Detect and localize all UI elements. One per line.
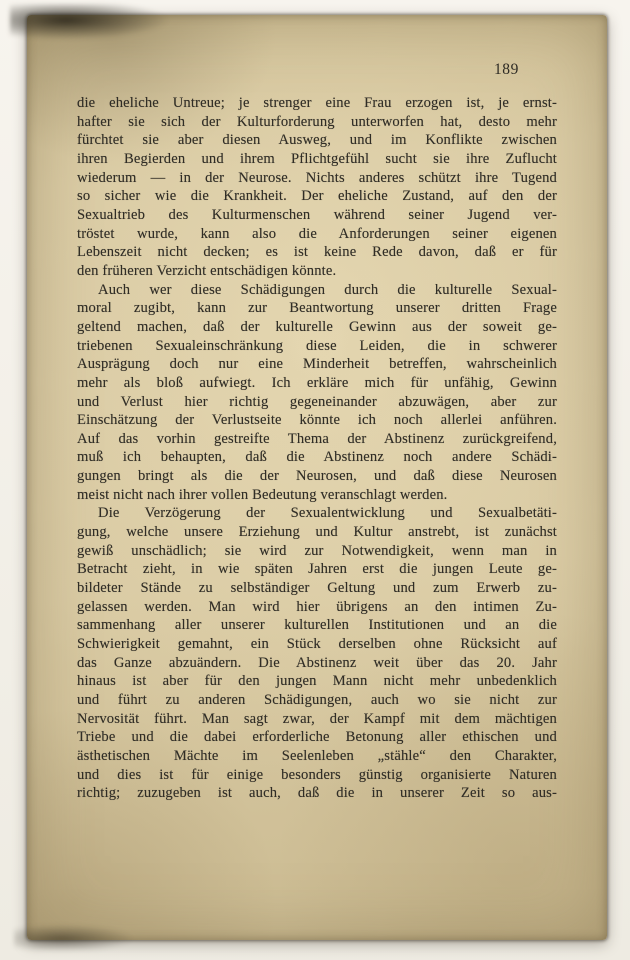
text-line: gungen bringt als die der Neurosen, und daß diese Neurosen bbox=[77, 468, 557, 485]
page-number: 189 bbox=[493, 61, 519, 78]
text-line: den früheren Verzicht entschädigen könnte. bbox=[77, 262, 337, 279]
text-line: muß ich behaupten, daß die Abstinenz noch andere Schädi- bbox=[77, 449, 557, 466]
text-line: meist nicht nach ihrer vollen Bedeutung veranschlagt werden. bbox=[77, 486, 448, 503]
text-line: wiederum — in der Neurose. Nichts anderes schützt ihre Tugend bbox=[77, 169, 557, 186]
text-line: Sexualtrieb des Kulturmenschen während seiner Jugend ver- bbox=[77, 206, 557, 223]
text-line: geltend machen, daß der kulturelle Gewinn aus der soweit ge- bbox=[77, 318, 557, 335]
text-line: mehr als bloß aufwiegt. Ich erkläre mich für unfähig, Gewinn bbox=[77, 374, 557, 391]
text-line: Einschätzung der Verlustseite könnte ich noch allerlei anführen. bbox=[77, 412, 557, 429]
text-line: gewiß unschädlich; sie wird zur Notwendigkeit, wenn man in bbox=[77, 542, 557, 559]
text-line: das Ganze abzuändern. Die Abstinenz weit über das 20. Jahr bbox=[77, 654, 557, 671]
text-line: und Verlust hier richtig gegeneinander abzuwägen, aber zur bbox=[77, 393, 557, 410]
text-line: die eheliche Untreue; je strenger eine Frau erzogen ist, je ernst- bbox=[77, 95, 557, 111]
text-line: bildeter Stände zu selbständiger Geltung und zum Erwerb zu- bbox=[77, 580, 557, 597]
text-line: Lebenszeit nicht decken; es ist keine Rede davon, daß er für bbox=[77, 244, 557, 261]
text-line: triebenen Sexualeinschränkung diese Leiden, die in schwerer bbox=[77, 337, 557, 354]
text-line: und führt zu anderen Schädigungen, auch wo sie nicht zur bbox=[77, 692, 557, 708]
text-line: richtig; zuzugeben ist auch, daß die in unserer Zeit so aus- bbox=[77, 785, 557, 802]
text-line: hinaus ist aber für den jungen Mann nicht mehr unbedenklich bbox=[77, 673, 557, 690]
text-line: Triebe und die dabei erforderliche Betonung aller ethischen und bbox=[77, 729, 557, 746]
text-line: Auf das vorhin gestreifte Thema der Abstinenz zurückgreifend, bbox=[77, 430, 557, 447]
text-line: gung, welche unsere Erziehung und Kultur anstrebt, ist zunächst bbox=[77, 524, 557, 541]
text-line: Die Verzögerung der Sexualentwicklung und Sexualbetäti- bbox=[98, 505, 557, 522]
text-line: so sicher wie die Krankheit. Der eheliche Zustand, auf den der bbox=[77, 188, 557, 205]
text-line: ästhetischen Mächte im Seelenleben „stähle“ den Charakter, bbox=[77, 747, 557, 764]
text-line: tröstet wurde, kann also die Anforderungen seiner eigenen bbox=[77, 225, 557, 242]
text-line: ihren Begierden und ihrem Pflichtgefühl sucht sie ihre Zuflucht bbox=[77, 150, 557, 167]
text-line: Nervosität führt. Man sagt zwar, der Kampf mit dem mächtigen bbox=[77, 710, 557, 727]
text-line: Betracht zieht, in wie späten Jahren erst die jungen Leute ge- bbox=[77, 561, 557, 578]
text-line: fürchtet sie aber diesen Ausweg, und im Konflikte zwischen bbox=[77, 132, 557, 149]
text-line: und dies ist für einige besonders günstig organisierte Naturen bbox=[77, 766, 557, 783]
text-line: Ausprägung doch nur eine Minderheit betreffen, wahrscheinlich bbox=[77, 356, 557, 373]
text-line: Auch wer diese Schädigungen durch die kulturelle Sexual- bbox=[98, 281, 557, 298]
text-line: hafter sie sich der Kulturforderung unterworfen hat, desto mehr bbox=[77, 113, 557, 130]
text-line: moral zugibt, kann zur Beantwortung unserer dritten Frage bbox=[77, 300, 557, 317]
text-line: sammenhang aller unserer kulturellen Institutionen und an die bbox=[77, 617, 557, 634]
text-line: gelassen werden. Man wird hier übrigens an den intimen Zu- bbox=[77, 598, 557, 615]
text-line: Schwierigkeit gemahnt, ein Stück derselben ohne Rücksicht auf bbox=[77, 636, 557, 653]
paper-sheet bbox=[27, 15, 607, 940]
text-block bbox=[77, 94, 557, 803]
